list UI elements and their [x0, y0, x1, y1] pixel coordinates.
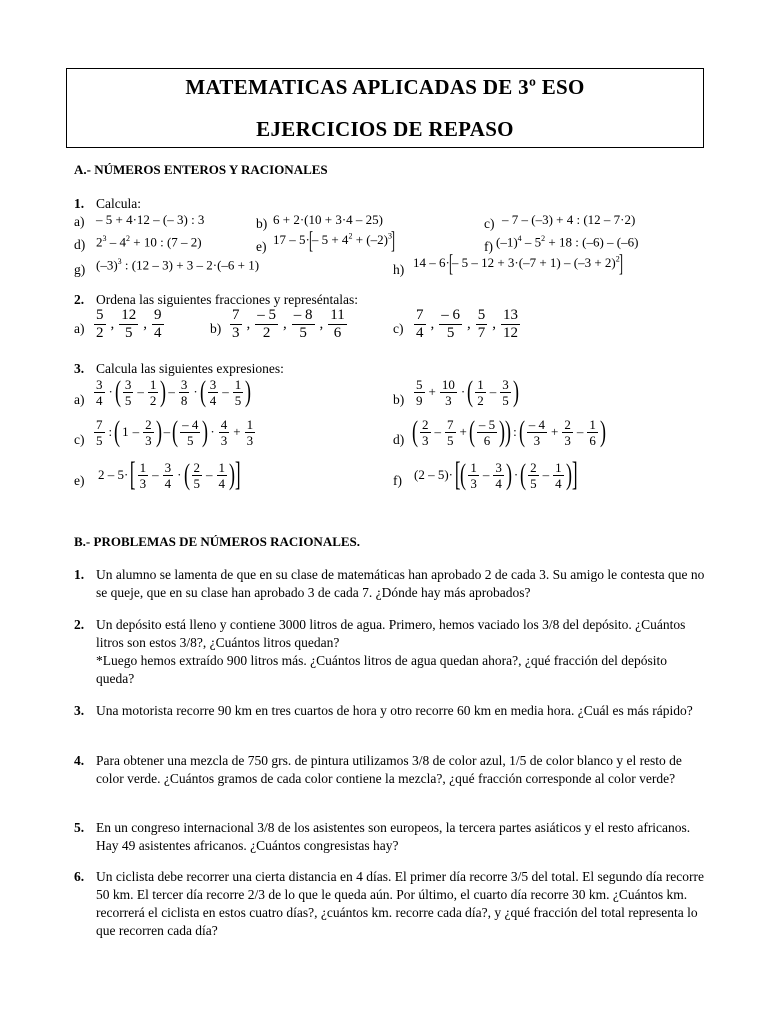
fraction: $\frac{7}{4}$	[416, 307, 424, 341]
ex1-c-expr: – 7 – (–3) + 4 : (12 – 7·2)	[502, 212, 636, 227]
fraction: $\frac{11}{6}$	[330, 307, 345, 341]
problem-6-text: Un ciclista debe recorrer una cierta distancia en 4 días. El primer día recorre 3/5 del total. El segundo día recorre 50 km. El tercer día recorre 2/3 de lo que le queda aún. Por último, el cuarto día recorre 30 km. ¿Cuántos km. recorrerá el ciclista en estos cuatro días?, ¿cuántos km. recorre cada día?, y ¿qué fracción del total representa lo que recorren cada día?	[96, 869, 704, 938]
ex1-e-expr: 17 – 5·[– $5 + 4^2 + (-2)^3$]	[273, 228, 395, 254]
problem-6-number: 6.	[74, 869, 85, 884]
fraction: $\frac{- 8}{5}$	[293, 307, 313, 341]
ex2-b-label: b)	[210, 321, 222, 336]
problem-4-text: Para obtener una mezcla de 750 grs. de pintura utilizamos 3/8 de color azul, 1/5 de color blanco y el resto de color verde. ¿Cuántos gramos de cada color contiene la mezcla?, ¿qué fracción corresponde al color verde?	[96, 753, 682, 786]
ex1-h-expr: 14 – 6·[– $5 - 12 + 3\cdot(-7 + 1) - (-3 + 2)^2$]	[413, 251, 623, 277]
ex3-e-label: e)	[74, 473, 85, 488]
fraction: $\frac{5}{7}$	[477, 307, 486, 341]
section-a-heading: A.- NÚMEROS ENTEROS Y RACIONALES	[74, 162, 328, 177]
ex3-e-expr: 2 – 5·[ $\frac{1}{3}$ – $\frac{3}{4}$ ·( $\frac{2}{5}$ – $\frac{1}{4}$ )]	[98, 456, 241, 493]
ex1-b-label: b)	[256, 216, 268, 231]
fraction: $\frac{- 5}{2}$	[257, 307, 276, 341]
ex3-d-label: d)	[393, 432, 405, 447]
page-title: MATEMATICAS APLICADAS DE 3º ESO	[185, 75, 585, 99]
ex3-b-expr: $\frac{5}{9}$ + $\frac{10}{3}$ ·( $\frac{1}{2}$ – $\frac{3}{5}$ )	[416, 375, 519, 408]
problem-2-number: 2.	[74, 617, 85, 632]
ex2-c-fracs: $\frac{7}{4}$ , $\frac{- 6}{5}$ , $\frac{5}{7}$ , $\frac{13}{12}$	[416, 307, 518, 341]
ex1-d-label: d)	[74, 237, 86, 252]
fraction: $\frac{13}{12}$	[503, 307, 518, 341]
fraction: $\frac{9}{4}$	[154, 307, 162, 341]
fraction: $\frac{7}{3}$	[232, 307, 240, 341]
ex1-h-label: h)	[393, 262, 405, 277]
ex3-intro: Calcula las siguientes expresiones:	[96, 361, 284, 376]
page-subtitle: EJERCICIOS DE REPASO	[256, 117, 514, 141]
ex2-a-fracs: $\frac{5}{2}$ , $\frac{12}{5}$ , $\frac{9}{4}$	[96, 307, 162, 341]
ex1-g-expr: $(-3)^3$ : (12 – 3) + 3 – 2·(–6 + 1)	[96, 257, 260, 273]
ex1-d-expr: $2^3 - 4^2 + 10$ : (7 – 2)	[96, 234, 202, 250]
ex1-g-label: g)	[74, 262, 86, 277]
ex3-c-label: c)	[74, 432, 85, 447]
fraction: $\frac{12}{5}$	[121, 307, 137, 341]
problem-4-number: 4.	[74, 753, 85, 768]
ex2-intro: Ordena las siguientes fracciones y represéntalas:	[96, 292, 359, 307]
title-box	[66, 68, 704, 148]
problem-3-text: Una motorista recorre 90 km en tres cuartos de hora y otro recorre 60 km en media hora. ¿Cuál es más rápido?	[96, 703, 693, 718]
ex2-a-label: a)	[74, 321, 85, 336]
problem-5-text: En un congreso internacional 3/8 de los asistentes son europeos, la tercera partes asiáticos y el resto africanos. Hay 49 asistentes africanos. ¿Cuántos congresistas hay?	[96, 820, 691, 853]
ex3-b-label: b)	[393, 392, 405, 407]
ex3-f-label: f)	[393, 473, 402, 488]
section-b-heading: B.- PROBLEMAS DE NÚMEROS RACIONALES.	[74, 534, 361, 549]
ex1-a-expr: – 5 + 4·12 – (– 3) : 3	[96, 212, 205, 227]
ex3-a-expr: $\frac{3}{4}$ ·( $\frac{3}{5}$ – $\frac{1}{2}$ ) – $\frac{3}{8}$ ·( $\frac{3}{4}$ – $\frac{1}{5}$ )	[96, 375, 252, 408]
fraction: $\frac{- 6}{5}$	[441, 307, 460, 341]
problem-3-number: 3.	[74, 703, 85, 718]
ex3-a-label: a)	[74, 392, 85, 407]
ex2-number: 2.	[74, 292, 85, 307]
ex1-b-expr: 6 + 2·(10 + 3·4 – 25)	[273, 212, 383, 227]
ex2-c-label: c)	[393, 321, 404, 336]
ex1-e-label: e)	[256, 239, 267, 254]
ex1-intro: Calcula:	[96, 196, 141, 211]
ex3-f-expr: (2 – 5)·[( $\frac{1}{3}$ – $\frac{3}{4}$ ) ·( $\frac{2}{5}$ – $\frac{1}{4}$ )]	[414, 456, 578, 493]
ex1-f-label: f)	[484, 239, 493, 254]
problem-1-number: 1.	[74, 567, 85, 582]
ex1-number: 1.	[74, 196, 85, 211]
problem-2-text: Un depósito está lleno y contiene 3000 litros de agua. Primero, hemos vaciado los 3/8 del depósito. ¿Cuántos litros son estos 3/8?, ¿Cuántos litros quedan?	[96, 617, 686, 650]
ex3-number: 3.	[74, 361, 85, 376]
ex1-a-label: a)	[74, 214, 85, 229]
problem-1-text: Un alumno se lamenta de que en su clase de matemáticas han aprobado 2 de cada 3. Su amigo le contesta que no se queje, que en su clase han aprobado 3 de cada 7. ¿Dónde hay más aprobados?	[96, 567, 705, 600]
problem-2-text-continued: *Luego hemos extraído 900 litros más. ¿Cuántos litros de agua quedan ahora?, ¿qué fracción del depósito queda?	[96, 653, 667, 686]
ex1-f-expr: $(-1)^4 - 5^2 + 18$ : (–6) – (–6)	[496, 234, 639, 250]
ex3-d-expr: ( $\frac{2}{3}$ – $\frac{7}{5}$ +( $\frac{- 5}{6}$ )) :( $\frac{- 4}{3}$ + $\frac{2}{3}$ – $\frac{1}{6}$ )	[412, 415, 606, 448]
ex3-c-expr: $\frac{7}{5}$ :( 1 – $\frac{2}{3}$ ) –( $\frac{- 4}{5}$ ) · $\frac{4}{3}$ + $\frac{1}{3}$	[96, 415, 254, 448]
fraction: $\frac{5}{2}$	[96, 307, 104, 341]
ex2-b-fracs: $\frac{7}{3}$ , $\frac{- 5}{2}$ , $\frac{- 8}{5}$ , $\frac{11}{6}$	[232, 307, 345, 341]
problem-5-number: 5.	[74, 820, 85, 835]
ex1-c-label: c)	[484, 216, 495, 231]
